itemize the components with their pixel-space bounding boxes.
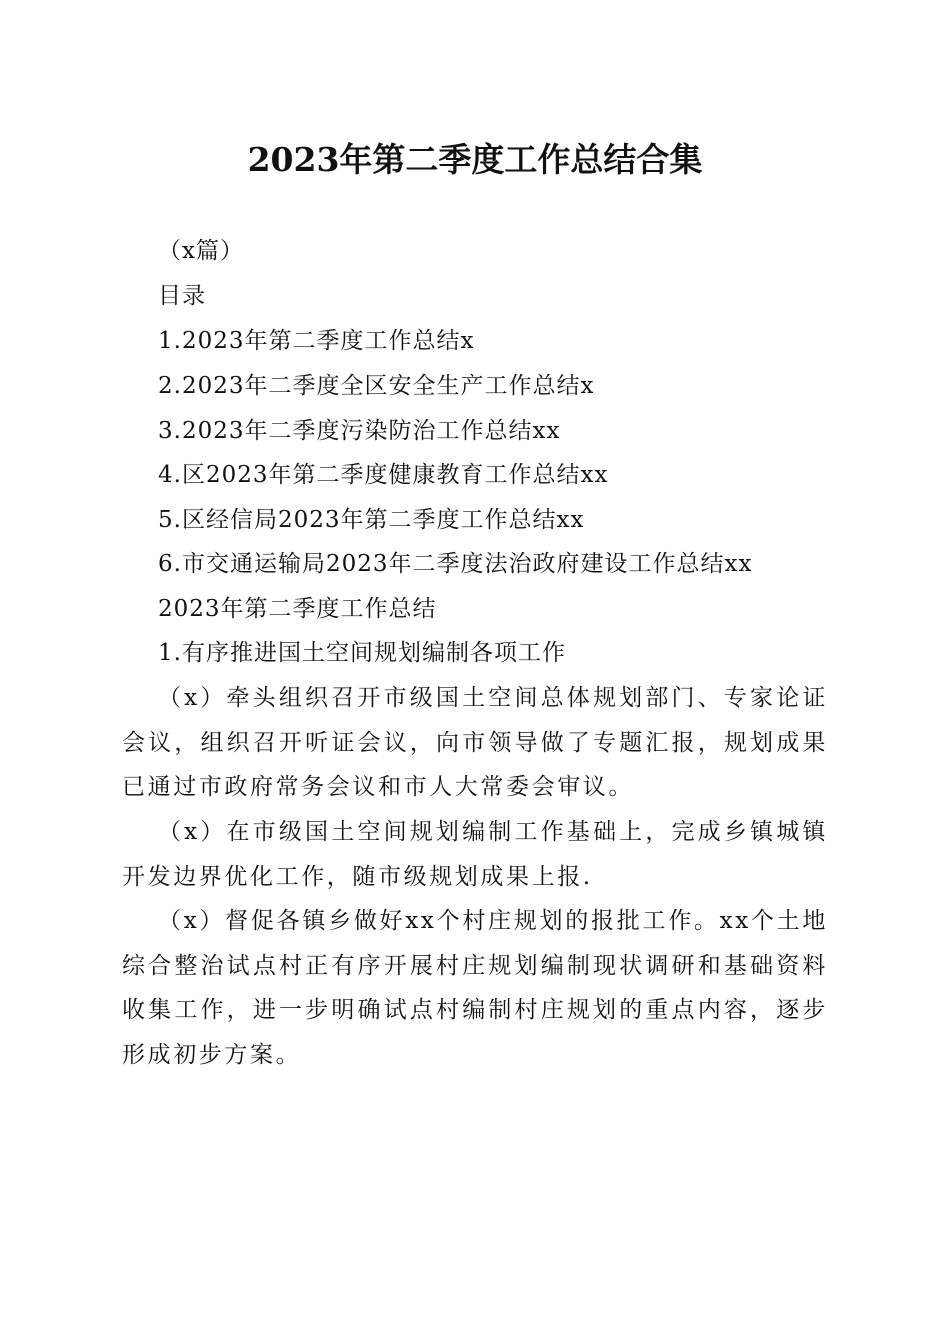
body-paragraph: （x）督促各镇乡做好xx个村庄规划的报批工作。xx个土地综合整治试点村正有序开展村庄规划编制现状调研和基础资料收集工作，进一步明确试点村编制村庄规划的重点内容，逐步形成初步方案。 — [122, 908, 828, 1068]
body-paragraph: （x）在市级国土空间规划编制工作基础上，完成乡镇城镇开发边界优化工作，随市级规划成果上报. — [122, 819, 828, 890]
toc-heading: 目录 — [158, 283, 206, 309]
toc-item: 1.2023年第二季度工作总结x — [158, 328, 475, 354]
toc-item: 5.区经信局2023年第二季度工作总结xx — [158, 507, 585, 533]
toc-item: 3.2023年二季度污染防治工作总结xx — [158, 418, 561, 444]
toc-item: 4.区2023年第二季度健康教育工作总结xx — [158, 462, 609, 488]
body-paragraph: （x）牵头组织召开市级国土空间总体规划部门、专家论证会议，组织召开听证会议，向市领导做了专题汇报，规划成果已通过市政府常务会议和市人大常委会审议。 — [122, 685, 828, 800]
section-title: 2023年第二季度工作总结 — [158, 596, 437, 622]
toc-item: 2.2023年二季度全区安全生产工作总结x — [158, 373, 595, 399]
count-note: （x篇） — [158, 238, 244, 264]
toc-item: 6.市交通运输局2023年二季度法治政府建设工作总结xx — [158, 551, 753, 577]
document-title: 2023年第二季度工作总结合集 — [247, 140, 703, 179]
subsection-title: 1.有序推进国土空间规划编制各项工作 — [158, 640, 566, 666]
